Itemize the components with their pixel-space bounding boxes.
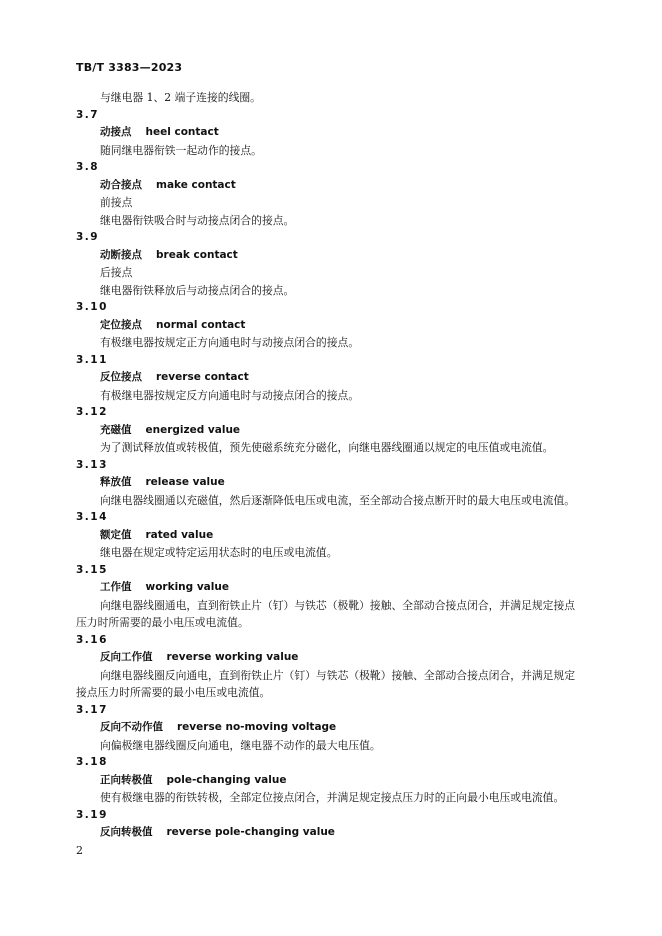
term-definition: 继电器衔铁吸合时与动接点闭合的接点。 — [100, 213, 295, 227]
term-english: reverse no-moving voltage — [177, 721, 337, 733]
term-heading — [76, 124, 596, 142]
term-english: reverse pole-changing value — [166, 826, 335, 838]
term-heading — [76, 422, 596, 440]
term-chinese: 反向工作值 — [100, 651, 153, 663]
clause-number: 3.12 — [76, 406, 108, 418]
term-definition: 向继电器线圈通以充磁值，然后逐渐降低电压或电流，至全部动合接点断开时的最大电压或电流值。 — [100, 493, 576, 507]
term-heading — [76, 527, 596, 545]
term-english: break contact — [156, 248, 238, 261]
term-definition: 向偏极继电器线圈反向通电，继电器不动作的最大电压值。 — [100, 738, 381, 752]
term-english: heel contact — [145, 126, 219, 138]
term-synonym: 后接点 — [100, 266, 133, 279]
term-english: normal contact — [156, 318, 246, 331]
clause-number: 3.16 — [76, 633, 108, 646]
term-english: energized value — [145, 423, 241, 436]
term-definition-continued: 压力时所需要的最小电压或电流值。 — [76, 616, 249, 629]
term-definition: 使有极继电器的衔铁转极，全部定位接点闭合，并满足规定接点压力时的正向最小电压或电流值。 — [100, 791, 565, 804]
term-chinese: 充磁值 — [100, 423, 132, 436]
term-chinese: 额定值 — [100, 528, 132, 541]
clause-number: 3.19 — [76, 808, 108, 821]
term-definition-continued: 接点压力时所需要的最小电压或电流值。 — [76, 686, 271, 699]
term-heading — [76, 824, 596, 842]
clause-number: 3.7 — [76, 108, 100, 121]
term-heading — [76, 579, 596, 597]
term-definition: 向继电器线圈通电，直到衔铁止片（钉）与铁芯（极靴）接触、全部动合接点闭合，并满足规定接点 — [100, 598, 576, 612]
term-synonym: 前接点 — [100, 196, 133, 209]
clause-number: 3.15 — [76, 563, 108, 576]
term-heading — [76, 474, 596, 492]
term-definition: 为了测试释放值或转极值，预先使磁系统充分磁化，向继电器线圈通以规定的电压值或电流值。 — [100, 441, 554, 454]
clause-number: 3.8 — [76, 161, 100, 173]
clause-number: 3.10 — [76, 301, 108, 313]
terms-content — [76, 89, 596, 842]
page-number: 2 — [76, 844, 83, 857]
clause-number: 3.13 — [76, 458, 108, 471]
standard-number-header: TB/T 3383—2023 — [76, 61, 183, 74]
term-definition: 继电器在规定或特定运用状态时的电压或电流值。 — [100, 546, 338, 559]
term-english: pole-changing value — [166, 773, 287, 786]
term-chinese: 动断接点 — [100, 248, 142, 261]
clause-number: 3.11 — [76, 353, 108, 366]
term-definition: 随同继电器衔铁一起动作的接点。 — [100, 143, 262, 157]
term-heading — [76, 772, 596, 790]
term-chinese: 反向转极值 — [100, 826, 153, 838]
term-definition: 有极继电器按规定反方向通电时与动接点闭合的接点。 — [100, 388, 360, 402]
term-heading — [76, 719, 596, 737]
term-english: working value — [145, 581, 229, 593]
clause-number: 3.17 — [76, 703, 108, 716]
term-chinese: 反向不动作值 — [100, 721, 163, 733]
term-chinese: 动接点 — [100, 126, 132, 138]
intro-line: 与继电器 1、2 端子连接的线圈。 — [100, 91, 261, 104]
term-chinese: 动合接点 — [100, 178, 142, 191]
term-chinese: 工作值 — [100, 581, 132, 593]
term-english: reverse working value — [166, 651, 299, 663]
term-heading — [76, 247, 596, 265]
term-definition: 有极继电器按规定正方向通电时与动接点闭合的接点。 — [100, 336, 360, 349]
term-english: rated value — [145, 528, 214, 541]
term-heading — [76, 317, 596, 335]
term-english: reverse contact — [156, 371, 249, 383]
term-chinese: 反位接点 — [100, 371, 142, 383]
term-definition: 继电器衔铁释放后与动接点闭合的接点。 — [100, 283, 295, 297]
term-chinese: 定位接点 — [100, 318, 142, 331]
clause-number: 3.18 — [76, 756, 108, 768]
clause-number: 3.9 — [76, 231, 100, 243]
term-heading — [76, 649, 596, 667]
clause-number: 3.14 — [76, 511, 108, 523]
term-chinese: 正向转极值 — [100, 773, 153, 786]
term-english: release value — [145, 476, 225, 488]
term-english: make contact — [156, 178, 236, 191]
term-heading — [76, 177, 596, 195]
term-definition: 向继电器线圈反向通电，直到衔铁止片（钉）与铁芯（极靴）接触、全部动合接点闭合，并满足规定 — [100, 668, 576, 682]
term-heading — [76, 369, 596, 387]
term-chinese: 释放值 — [100, 476, 132, 488]
